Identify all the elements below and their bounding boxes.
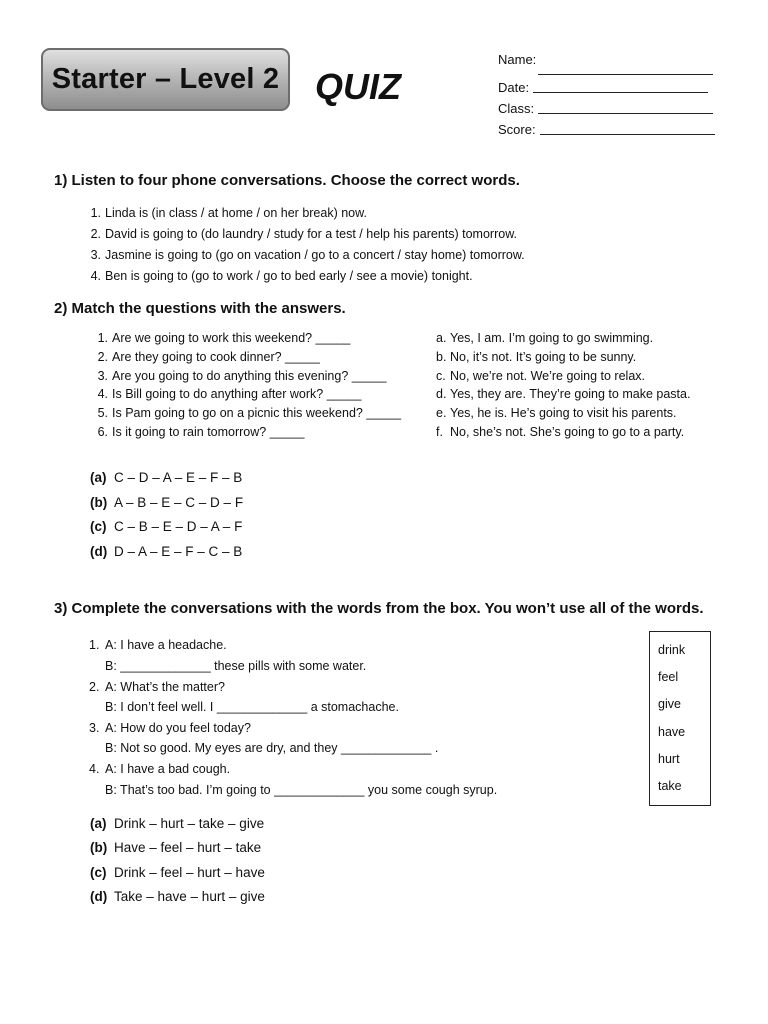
class-field[interactable] xyxy=(498,101,713,116)
choice-b[interactable]: (b) Have – feel – hurt – take xyxy=(90,840,262,855)
word-box-item: hurt xyxy=(658,752,680,766)
word-box-item: feel xyxy=(658,670,679,684)
question-item: 5. Is Pam going to go on a picnic this weekend? _____ xyxy=(97,406,402,421)
conversation-2-a: 2. A: What’s the matter? xyxy=(89,679,225,694)
question-item: 2. Are they going to cook dinner? _____ xyxy=(97,349,320,364)
date-label: Date: xyxy=(498,80,530,95)
name-label: Name: xyxy=(498,52,537,67)
conversation-2-b: B: I don’t feel well. I _____________ a stomachache. xyxy=(105,700,399,714)
word-box-item: drink xyxy=(658,643,686,657)
word-box xyxy=(649,631,711,806)
choice-c[interactable]: (c) Drink – feel – hurt – have xyxy=(90,864,265,880)
level-badge xyxy=(41,48,290,111)
choice-d[interactable]: (d) Take – have – hurt – give xyxy=(90,889,265,904)
choice-b[interactable]: (b) A – B – E – C – D – F xyxy=(90,494,244,510)
section-3-heading: 3) Complete the conversations with the words from the box. You won’t use all of the words. xyxy=(54,600,704,617)
choice-d[interactable]: (d) D – A – E – F – C – B xyxy=(90,543,243,559)
class-label: Class: xyxy=(498,101,535,116)
list-item: 2. David is going to (do laundry / study for a test / help his parents) tomorrow. xyxy=(90,227,518,241)
score-label: Score: xyxy=(498,122,536,137)
section-2-heading: 2) Match the questions with the answers. xyxy=(54,300,346,317)
date-field[interactable] xyxy=(498,80,708,95)
answer-item: b. No, it’s not. It’s going to be sunny. xyxy=(436,349,637,364)
conversation-1-b: B: _____________ these pills with some water. xyxy=(105,659,367,673)
list-item: 3. Jasmine is going to (go on vacation / go to a concert / stay home) tomorrow. xyxy=(90,248,525,262)
quiz-title: QUIZ xyxy=(315,66,401,107)
conversation-3-b: B: Not so good. My eyes are dry, and they _____________ . xyxy=(105,741,439,755)
word-box-item: take xyxy=(658,779,682,793)
conversation-4-b: B: That’s too bad. I’m going to _____________ you some cough syrup. xyxy=(105,783,498,797)
answer-item: e. Yes, he is. He’s going to visit his parents. xyxy=(436,406,677,421)
answer-item: d. Yes, they are. They’re going to make pasta. xyxy=(436,387,691,402)
choice-a[interactable]: (a) Drink – hurt – take – give xyxy=(90,816,265,831)
question-item: 4. Is Bill going to do anything after work? _____ xyxy=(97,387,362,402)
list-item: 4. Ben is going to (go to work / go to bed early / see a movie) tonight. xyxy=(90,269,473,283)
choice-a[interactable]: (a) C – D – A – E – F – B xyxy=(90,470,243,485)
answer-item: a. Yes, I am. I’m going to go swimming. xyxy=(436,331,654,345)
conversation-4-a: 4. A: I have a bad cough. xyxy=(89,762,231,776)
question-item: 6. Is it going to rain tomorrow? _____ xyxy=(97,425,305,439)
answer-item: f. No, she’s not. She’s going to go to a party. xyxy=(436,425,685,439)
choice-c[interactable]: (c) C – B – E – D – A – F xyxy=(90,519,243,534)
question-item: 1. Are we going to work this weekend? _____ xyxy=(97,331,351,345)
word-box-item: have xyxy=(658,725,686,739)
word-box-item: give xyxy=(658,697,681,711)
question-item: 3. Are you going to do anything this evening? _____ xyxy=(97,368,387,383)
section-1-heading: 1) Listen to four phone conversations. Choose the correct words. xyxy=(54,172,520,189)
name-field[interactable] xyxy=(498,52,536,67)
conversation-1-a: 1. A: I have a headache. xyxy=(89,638,227,652)
conversation-3-a: 3. A: How do you feel today? xyxy=(89,720,251,735)
name-line[interactable] xyxy=(538,62,713,75)
level-label: Starter – Level 2 xyxy=(51,63,280,95)
score-field[interactable] xyxy=(498,122,715,137)
list-item: 1. Linda is (in class / at home / on her break) now. xyxy=(90,206,367,220)
answer-item: c. No, we’re not. We’re going to relax. xyxy=(436,368,646,383)
